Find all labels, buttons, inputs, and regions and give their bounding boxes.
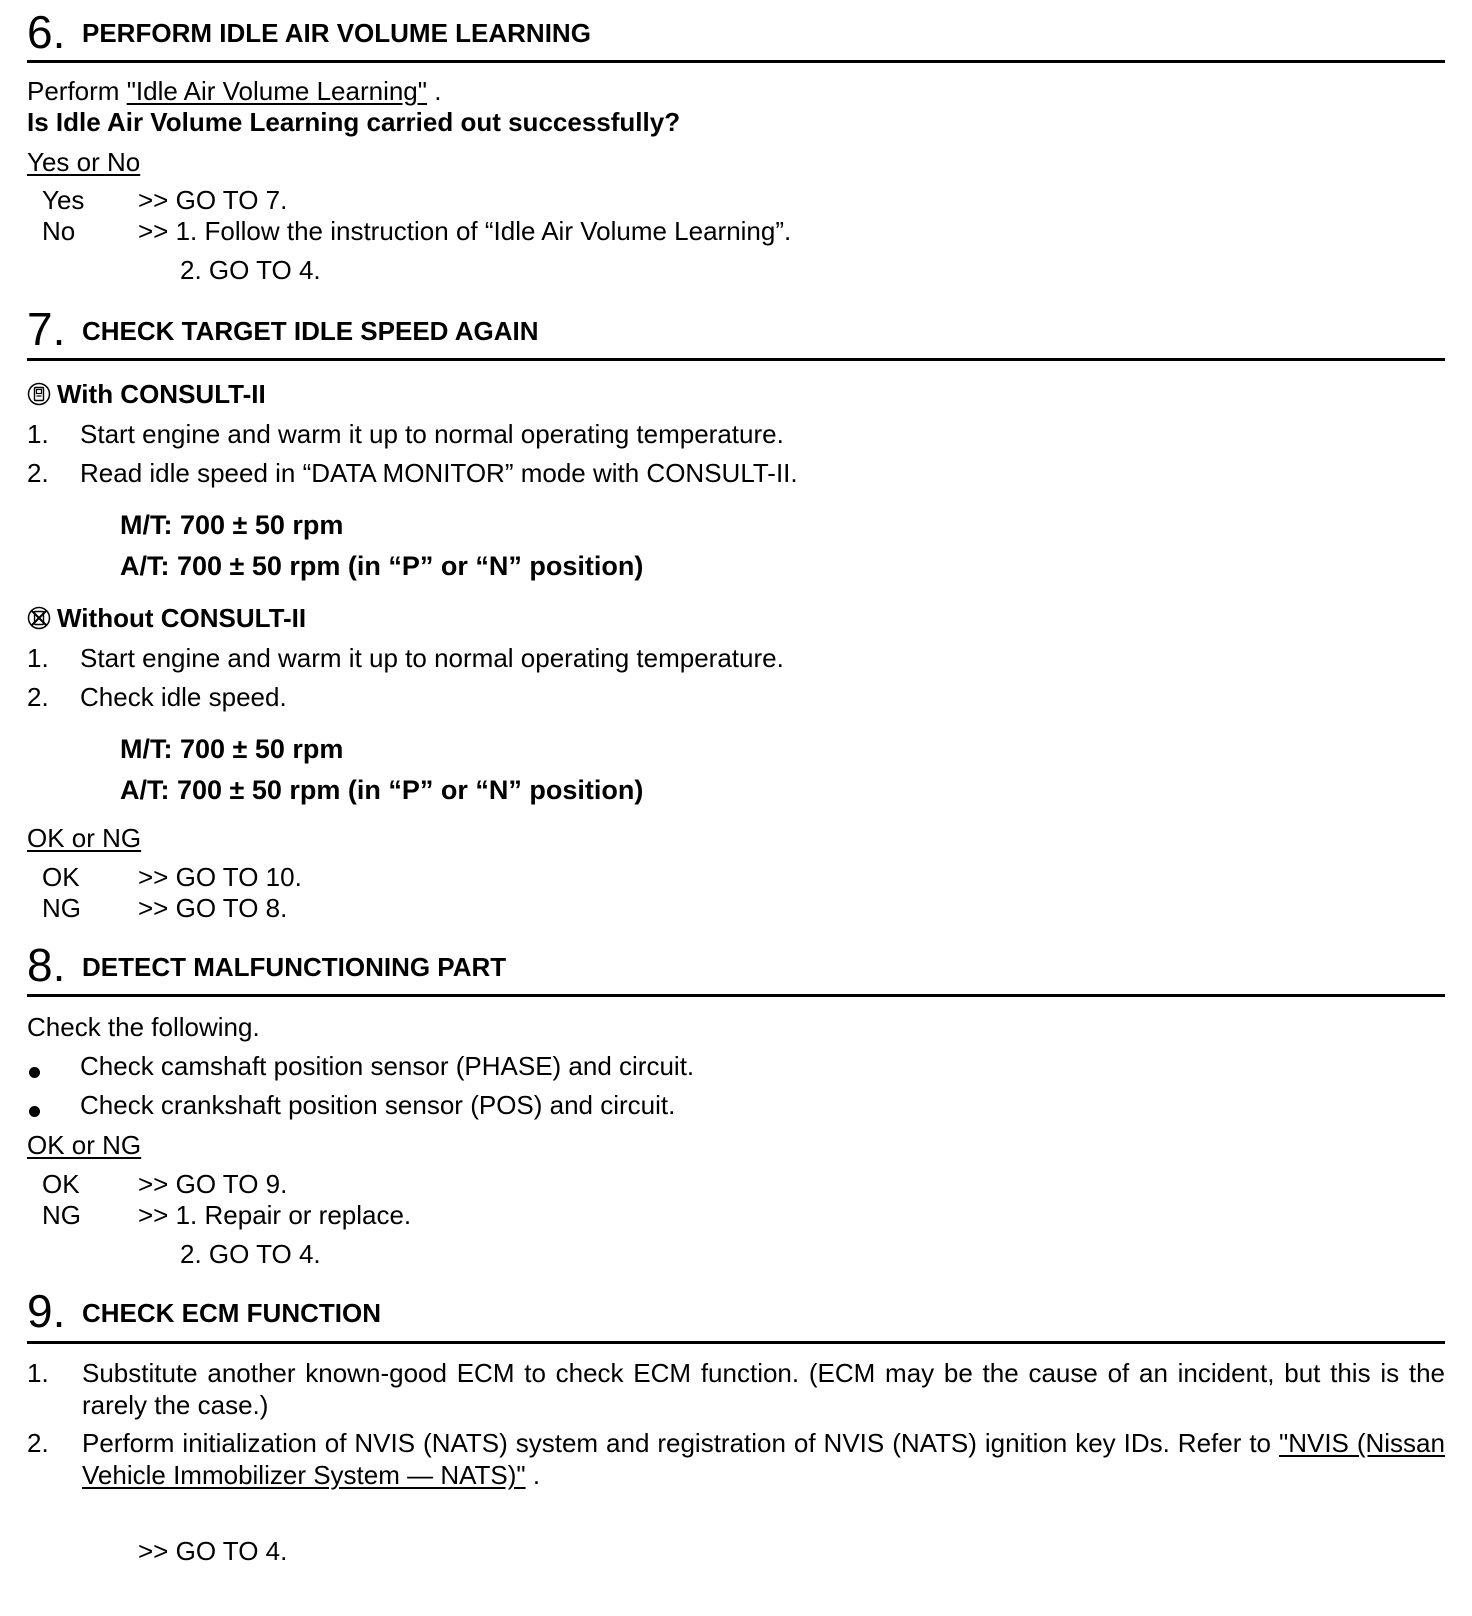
step-8-ng-label: NG: [42, 1200, 81, 1230]
without-item-1-num: 1.: [27, 643, 49, 673]
bullet-2: [29, 1104, 40, 1122]
step-8-ok-label: OK: [42, 1169, 80, 1199]
step-6-question: Is Idle Air Volume Learning carried out successfully?: [27, 107, 681, 137]
with-item-2-text: Read idle speed in “DATA MONITOR” mode with CONSULT-II.: [80, 458, 798, 488]
step-8-number: 8.: [27, 939, 66, 991]
step-9-divider: [27, 1341, 1445, 1344]
step-8-ng-action-2: 2. GO TO 4.: [180, 1239, 321, 1269]
with-item-1-text: Start engine and warm it up to normal operating temperature.: [80, 419, 784, 449]
step-6-number: 6.: [27, 6, 66, 58]
step-8-choice-label: OK or NG: [27, 1130, 142, 1160]
with-item-1-num: 1.: [27, 419, 49, 449]
step-9-title: CHECK ECM FUNCTION: [82, 1298, 381, 1328]
step-7-ng-action: >> GO TO 8.: [138, 893, 288, 923]
step-9-item-2-num: 2.: [27, 1428, 49, 1458]
with-spec-mt: M/T: 700 ± 50 rpm: [120, 510, 344, 540]
step-7-number: 7.: [27, 303, 66, 355]
step-9-number: 9.: [27, 1285, 66, 1337]
step-6-title: PERFORM IDLE AIR VOLUME LEARNING: [82, 18, 591, 48]
nvis-nats-link[interactable]: "NVIS (Nissan Vehicle Immobilizer System — NATS)": [82, 1428, 1445, 1490]
step-8-divider: [27, 994, 1445, 997]
step-6-yes-action: >> GO TO 7.: [138, 185, 288, 215]
perform-prefix: Perform: [27, 76, 127, 106]
idle-air-volume-learning-link[interactable]: "Idle Air Volume Learning": [126, 76, 427, 106]
without-spec-mt: M/T: 700 ± 50 rpm: [120, 734, 344, 764]
step-6-choice-label: Yes or No: [27, 147, 141, 177]
step-8-intro: Check the following.: [27, 1012, 260, 1042]
step-8-title: DETECT MALFUNCTIONING PART: [82, 952, 507, 982]
with-consult-text: With CONSULT-II: [57, 379, 266, 409]
step-6-no-action-1: >> 1. Follow the instruction of “Idle Air Volume Learning”.: [138, 216, 792, 246]
with-spec-at: A/T: 700 ± 50 rpm (in “P” or “N” position): [120, 551, 644, 581]
with-item-2-num: 2.: [27, 458, 49, 488]
without-item-2-num: 2.: [27, 682, 49, 712]
step-7-choice-label: OK or NG: [27, 823, 142, 853]
without-consult-heading: [27, 602, 306, 634]
step-6-yes-label: Yes: [42, 185, 85, 215]
with-consult-heading: [27, 378, 266, 410]
step-7-divider: [27, 358, 1445, 361]
step-6-no-label: No: [42, 216, 76, 246]
step-7-ng-label: NG: [42, 893, 81, 923]
bullet-1: [29, 1065, 40, 1083]
step-9-item-2-suffix: .: [525, 1460, 541, 1490]
without-consult-text: Without CONSULT-II: [57, 603, 307, 633]
step-6-no-action-2: 2. GO TO 4.: [180, 255, 321, 285]
perform-suffix: .: [427, 76, 442, 106]
without-spec-at: A/T: 700 ± 50 rpm (in “P” or “N” position): [120, 775, 644, 805]
step-6-divider: [27, 60, 1445, 63]
step-8-ng-action-1: >> 1. Repair or replace.: [138, 1200, 412, 1230]
step-9-item-1-num: 1.: [27, 1358, 49, 1388]
step-7-title: CHECK TARGET IDLE SPEED AGAIN: [82, 316, 539, 346]
without-item-2-text: Check idle speed.: [80, 682, 287, 712]
consult-tool-icon: [27, 382, 51, 406]
step-9-item-2-text: [82, 1427, 1445, 1491]
no-consult-tool-icon: [27, 606, 51, 630]
step-9-final-action: >> GO TO 4.: [138, 1536, 288, 1566]
step-9-item-2-body: Perform initialization of NVIS (NATS) system and registration of NVIS (NATS) ignition key IDs. Refer to: [82, 1428, 1272, 1458]
without-item-1-text: Start engine and warm it up to normal operating temperature.: [80, 643, 784, 673]
step-9-item-1-text: Substitute another known-good ECM to check ECM function. (ECM may be the cause of an incident, but this is the rarely the case.): [82, 1358, 1445, 1420]
step-6-perform-line: [27, 75, 441, 107]
step-7-ok-action: >> GO TO 10.: [138, 862, 302, 892]
step-8-ok-action: >> GO TO 9.: [138, 1169, 288, 1199]
step-7-ok-label: OK: [42, 862, 80, 892]
bullet-1-text: Check camshaft position sensor (PHASE) and circuit.: [80, 1051, 695, 1081]
bullet-2-text: Check crankshaft position sensor (POS) and circuit.: [80, 1090, 676, 1120]
